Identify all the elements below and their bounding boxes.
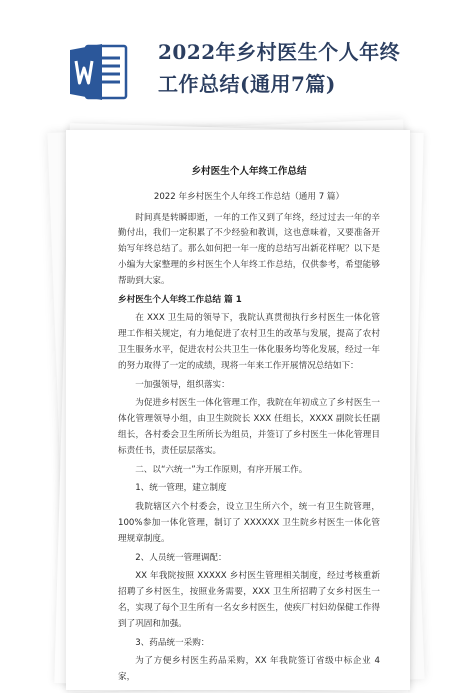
- document-title: 乡村医生个人年终工作总结: [191, 166, 307, 177]
- paragraph: 二、以“六统一”为工作原则，有序开展工作。: [135, 464, 308, 475]
- paragraph-intro: 时间真是转瞬即逝，一年的工作又到了年终，经过过去一年的辛勤付出，我们一定积累了不少经验和教训，这也意味着，又要准备开始写年终总结了。那么如何把一年一度的总结写出新花样呢？以下是小编为大家整理的乡村医生个人年终工作总结，仅供参考，希望能够帮助到大家。: [118, 212, 380, 286]
- document-subtitle: 2022 年乡村医生个人年终工作总结（通用 7 篇）: [153, 191, 345, 202]
- paragraph: XX 年我院按照 XXXXX 乡村医生管理相关制度，经过考核重新招聘了乡村医生，按照业务需要，XXX 卫生所招聘了女乡村医生一名，实现了每个卫生所有一名女乡村医生，使疾厂村妇幼保健工作得到了巩固和加强。: [118, 571, 380, 629]
- page-title: [158, 36, 458, 100]
- document-body: [118, 164, 380, 689]
- paragraph: 为促进乡村医生一体化管理工作，我院在年初成立了乡村医生一体化管理领导小组，由卫生院院长 XXX 任组长，XXXX 副院长任副组长，各村委会卫生所所长为组员，并签订了乡村医生一体化管理目标责任书，责任层层落实。: [118, 398, 380, 456]
- paragraph: 3、药品统一采购：: [135, 637, 210, 648]
- paragraph: 2、人员统一管理调配：: [135, 552, 227, 563]
- title-line-1: 2022年乡村医生个人年终: [158, 40, 401, 64]
- word-icon: [68, 40, 128, 104]
- paragraph: 1、统一管理，建立制度: [135, 483, 227, 494]
- section-heading: 乡村医生个人年终工作总结 篇 1: [118, 294, 242, 305]
- title-line-2: 工作总结(通用7篇): [158, 72, 336, 96]
- paragraph: 在 XXX 卫生局的领导下，我院认真贯彻执行乡村医生一体化管理工作相关规定，有力地促进了农村卫生的改革与发展，提高了农村卫生服务水平，促进农村公共卫生一体化服务均等化发展，经过一年的努力取得了一定的成绩，现将一年来工作开展情况总结如下：: [118, 313, 380, 371]
- document-page: [66, 130, 410, 690]
- paragraph: 一加强领导，组织落实：: [135, 379, 230, 390]
- paragraph: 为了方便乡村医生药品采购，XX 年我院签订省级中标企业 4 家，: [118, 656, 380, 683]
- paragraph: 我院辖区六个村委会，设立卫生所六个，统一有卫生院管理，100%参加一体化管理，制订了 XXXXXX 卫生院乡村医生一体化管理规章制度。: [118, 502, 380, 544]
